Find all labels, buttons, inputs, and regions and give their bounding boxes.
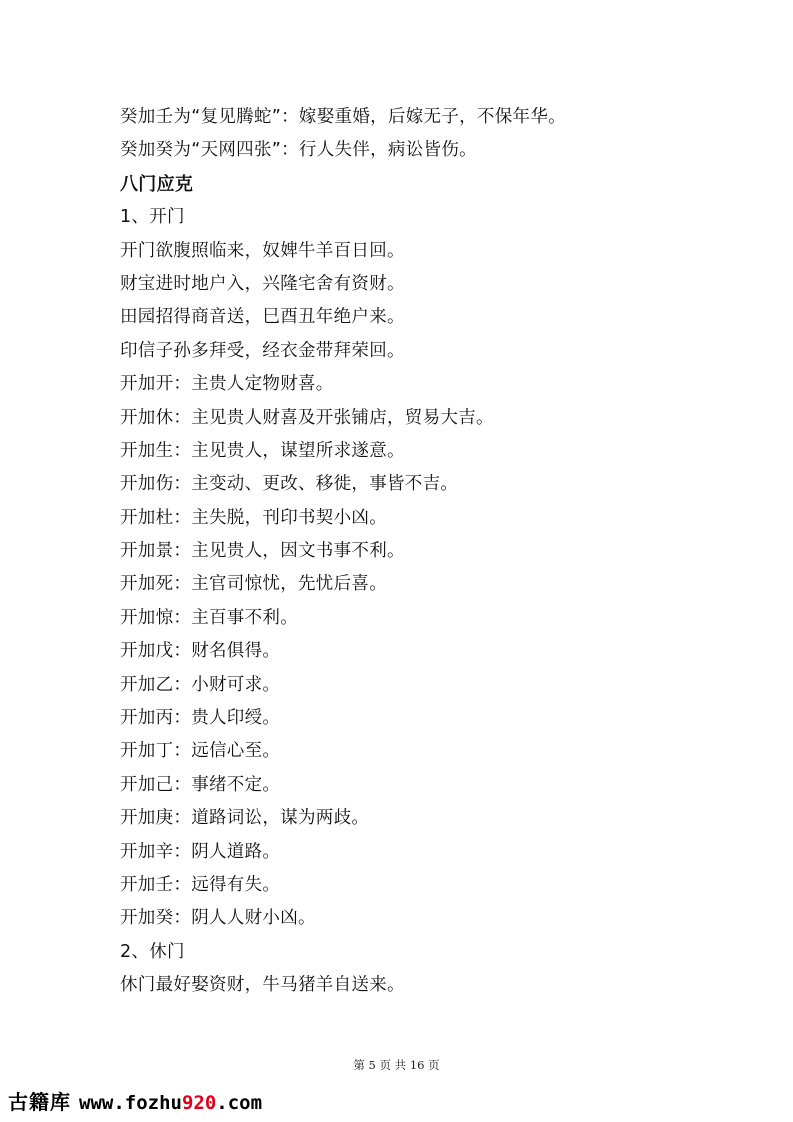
- text-line: 开加休：主见贵人财喜及开张铺店，贸易大吉。: [120, 407, 494, 428]
- text-line: 开加惊：主百事不利。: [120, 607, 298, 628]
- text-line: 开加死：主官司惊忧，先忧后喜。: [120, 574, 387, 595]
- text-line: 癸加壬为“复见腾蛇”：嫁娶重婚，后嫁无子，不保年华。: [120, 107, 566, 127]
- watermark-url: [79, 1092, 262, 1114]
- text-line: 1、开门: [120, 207, 185, 228]
- text-line: 印信子孙多拜受，经衣金带拜荣回。: [120, 340, 405, 361]
- text-line: 开加丁：远信心至。: [120, 741, 281, 762]
- section-heading: 八门应克: [120, 173, 194, 195]
- text-line: 开加庚：道路词讼，谋为两歧。: [120, 808, 370, 829]
- text-line: 开加癸：阴人人财小凶。: [120, 908, 316, 929]
- site-watermark: [8, 1087, 262, 1117]
- text-line: 开加开：主贵人定物财喜。: [120, 374, 334, 395]
- watermark-url-prefix: www.fozhu: [79, 1092, 182, 1114]
- document-body: [120, 101, 720, 1003]
- text-line: 开加生：主见贵人，谋望所求遂意。: [120, 440, 405, 461]
- text-line: 开加景：主见贵人，因文书事不利。: [120, 541, 405, 562]
- watermark-url-suffix: .com: [216, 1092, 263, 1114]
- watermark-site-name: 古籍库: [8, 1090, 71, 1114]
- text-line: 开加戊：财名俱得。: [120, 641, 281, 662]
- text-line: 癸加癸为“天网四张”：行人失伴，病讼皆伤。: [120, 140, 477, 161]
- text-line: 田园招得商音送，巳酉丑年绝户来。: [120, 307, 405, 328]
- text-line: 2、休门: [120, 941, 185, 962]
- page-number: 第 5 页 共 16 页: [353, 1058, 440, 1072]
- text-line: 开加壬：远得有失。: [120, 874, 281, 895]
- text-line: 开门欲腹照临来，奴婢牛羊百日回。: [120, 240, 405, 261]
- text-line: 开加辛：阴人道路。: [120, 841, 281, 862]
- text-line: 开加丙：贵人印绶。: [120, 708, 281, 729]
- text-line: 休门最好娶资财，牛马猪羊自送来。: [120, 975, 405, 996]
- text-line: 开加己：事绪不定。: [120, 774, 281, 795]
- text-line: 开加伤：主变动、更改、移徙，事皆不吉。: [120, 474, 459, 495]
- text-line: 财宝进时地户入，兴隆宅舍有资财。: [120, 273, 405, 294]
- watermark-url-number: 920: [181, 1092, 217, 1114]
- text-line: 开加乙：小财可求。: [120, 674, 281, 695]
- text-line: 开加杜：主失脱，刊印书契小凶。: [120, 507, 387, 528]
